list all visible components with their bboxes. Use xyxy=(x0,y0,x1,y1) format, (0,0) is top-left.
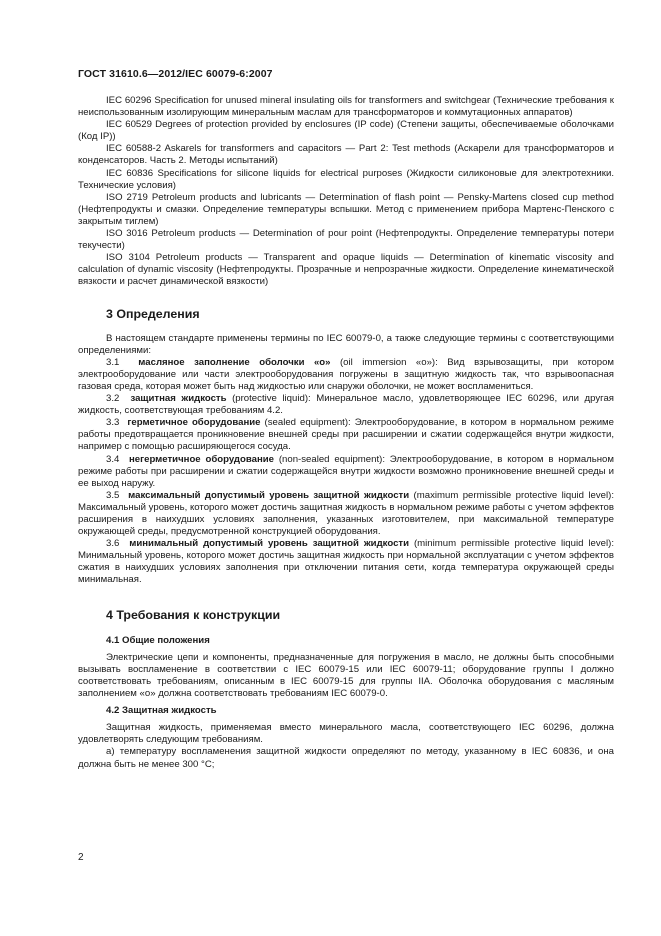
page-number: 2 xyxy=(78,852,84,863)
term-definition: (maximum permissible protective liquid level): Максимальный уровень, которого может достичь защитная жидкость в нормальном режиме работы с учетом эффектов расширения в наихудших условиях заполнения, указанных изготовителем, при максимальной температуре окружающей среды, предусмотренной конструкцией оборудования. xyxy=(78,489,614,538)
term-3-3 xyxy=(78,417,614,453)
term-number: 3.1 xyxy=(106,356,120,368)
reference-iec-60836: IEC 60836 Specifications for silicone liquids for electrical purposes (Жидкости силиконовые для электротехники. Технические условия) xyxy=(78,167,614,191)
term-definition: (protective liquid): Минеральное масло, удовлетворяющее IEC 60296, или другая жидкость, соответствующая требованиям 4.2. xyxy=(78,393,614,417)
document-body xyxy=(78,95,614,771)
term-3-4 xyxy=(78,454,614,490)
section-3-heading: 3 Определения xyxy=(106,306,200,321)
term-title: негерметичное оборудование xyxy=(128,453,275,465)
term-definition: (minimum permissible protective liquid level): Минимальный уровень, которого может достичь защитная жидкость при нормальной эксплуатации с учетом эффектов сжатия в наихудших условиях заполнения при отключении питания сети, когда температура окружающей среды минимальная. xyxy=(78,538,614,586)
term-3-1 xyxy=(78,357,614,393)
term-number: 3.5 xyxy=(106,489,120,501)
term-3-5 xyxy=(78,490,614,538)
term-title: масляное заполнение оболочки «о» xyxy=(138,356,331,368)
term-number: 3.3 xyxy=(106,417,120,429)
subsection-4-1-heading: 4.1 Общие положения xyxy=(106,634,210,646)
term-number: 3.2 xyxy=(106,393,120,405)
reference-iec-60588-2: IEC 60588-2 Askarels for transformers and capacitors — Part 2: Test methods (Аскарели для трансформаторов и конденсаторов. Часть 2. Методы испытаний) xyxy=(78,143,614,167)
subsection-4-1-text: Электрические цепи и компоненты, предназначенные для погружения в масло, не должны быть способными вызывать воспламенение в соответствии с IEC 60079-15 или IEC 60079-11; оборудование группы I должно соответствовать требованиям, описанным в IEC 60079-15 для группы IIA. Оболочка оборудования с масляным заполнением «о» должна соответствовать требованиям IEC 60079-0. xyxy=(78,651,614,700)
term-definition: (non-sealed equipment): Электрооборудование, в котором в нормальном режиме работы при расширении и сжатии содержащейся внутри жидкости возможно проникновение внешней среды и ее выход наружу. xyxy=(78,453,614,489)
term-title: минимальный допустимый уровень защитной жидкости xyxy=(129,538,409,550)
term-3-6 xyxy=(78,538,614,586)
section-4-heading: 4 Требования к конструкции xyxy=(106,607,281,622)
term-definition: (sealed equipment): Электрооборудование, в котором в нормальном режиме работы предотвращается проникновение внешней среды при расширении и сжатии содержащейся внутри жидкости, например с помощью расширяющегося сосуда. xyxy=(78,417,614,453)
term-title: герметичное оборудование xyxy=(127,417,261,429)
reference-iso-2719: ISO 2719 Petroleum products and lubricants — Determination of flash point — Pensky-Martens closed cup method (Нефтепродукты и смазки. Определение температуры вспышки. Метод с применением прибора Мартенс-Пенского с закрытым тиглем) xyxy=(78,191,614,227)
section-3-intro: В настоящем стандарте применены термины по IEC 60079-0, а также следующие термины с соответствующими определениями: xyxy=(78,332,614,356)
term-title: защитная жидкость xyxy=(130,393,227,405)
document-header: ГОСТ 31610.6—2012/IEC 60079-6:2007 xyxy=(78,68,273,80)
term-3-2 xyxy=(78,393,614,417)
reference-iso-3104: ISO 3104 Petroleum products — Transparent and opaque liquids — Determination of kinematic viscosity and calculation of dynamic viscosity (Нефтепродукты. Прозрачные и непрозрачные жидкости. Определение кинематической вязкости и расчет динамической вязкости) xyxy=(78,252,614,288)
subsection-4-2-text: Защитная жидкость, применяемая вместо минерального масла, соответствующего IEC 60296, должна удовлетворять следующим требованиям. xyxy=(78,722,614,746)
reference-iso-3016: ISO 3016 Petroleum products — Determination of pour point (Нефтепродукты. Определение температуры потери текучести) xyxy=(78,228,614,252)
term-title: максимальный допустимый уровень защитной жидкости xyxy=(128,489,410,501)
term-number: 3.6 xyxy=(106,538,120,550)
list-item-a: а) температуру воспламенения защитной жидкости определяют по методу, указанному в IEC 60836, и она должна быть не менее 300 °С; xyxy=(78,746,614,770)
subsection-4-2-heading: 4.2 Защитная жидкость xyxy=(106,705,217,717)
term-number: 3.4 xyxy=(106,453,120,465)
reference-iec-60296: IEC 60296 Specification for unused mineral insulating oils for transformers and switchgear (Технические требования к неиспользованным изолирующим минеральным маслам для трансформаторов и коммутационных аппаратов) xyxy=(78,95,614,119)
term-definition: (oil immersion «o»): Вид взрывозащиты, при котором электрооборудование или части электрооборудования погружены в защитную жидкость так, что взрывоопасная газовая среда, которая может быть над жидкостью или снаружи оболочки, не может воспламениться. xyxy=(78,356,615,392)
reference-iec-60529: IEC 60529 Degrees of protection provided by enclosures (IP code) (Степени защиты, обеспечиваемые оболочками (Код IP)) xyxy=(78,119,614,143)
